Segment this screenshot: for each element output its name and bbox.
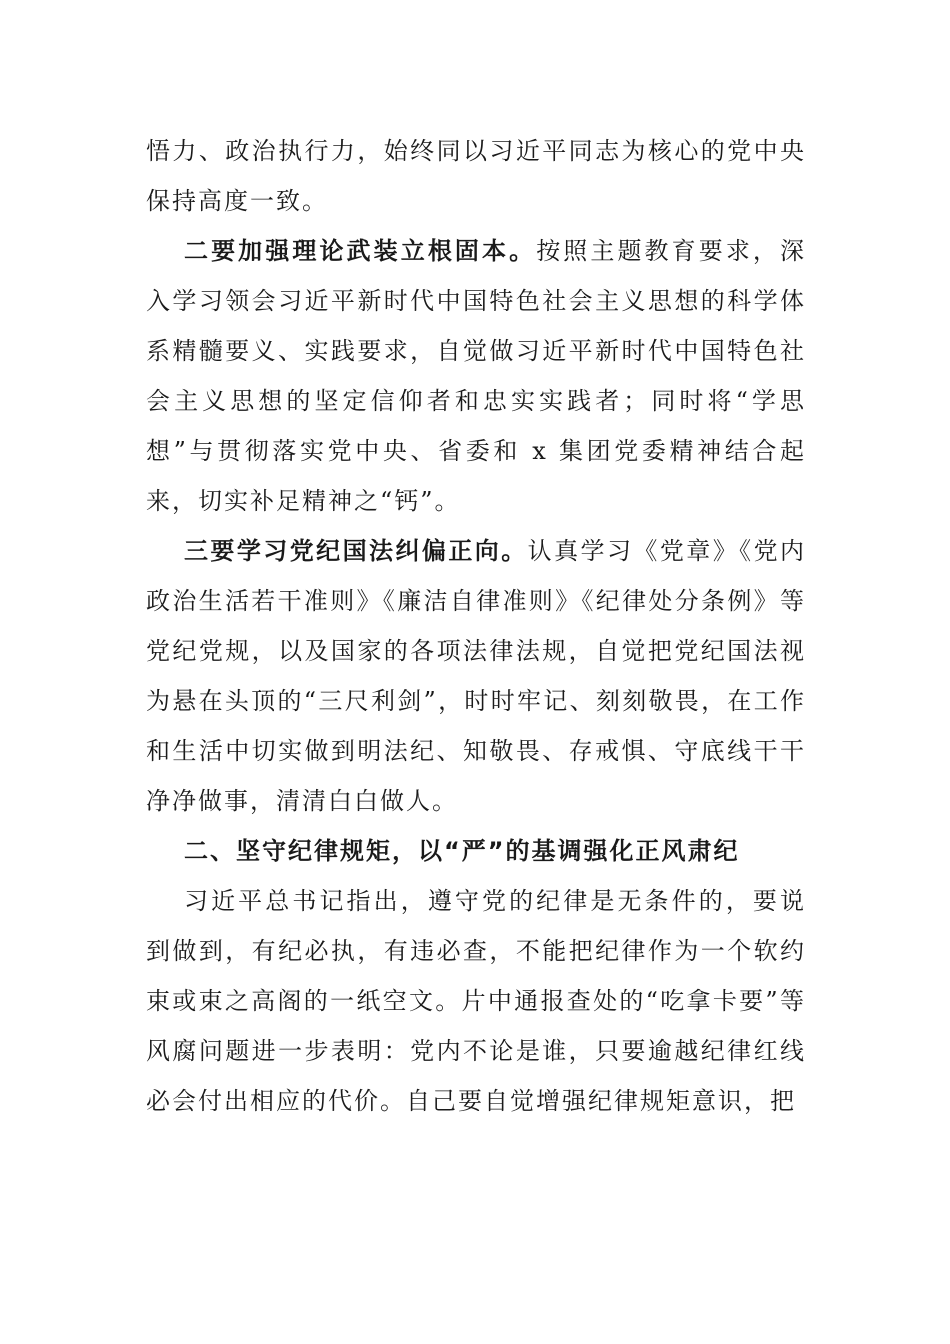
section-heading: 二、坚守纪律规矩，以“严”的基调强化正风肃纪	[184, 837, 740, 865]
paragraph-discipline-rules: 习近平总书记指出，遵守党的纪律是无条件的，要说到做到，有纪必执，有违必查，不能把纪律作为一个软约束或束之高阁的一纸空文。片中通报查处的“吃拿卡要”等风腐问题进一步表明：党内不论是谁，只要逾越纪律红线必会付出相应的代价。自己要自觉增强纪律规矩意识，把	[146, 887, 806, 1115]
document-body	[146, 126, 806, 1126]
paragraph-lead: 二要加强理论武装立根固本。	[184, 237, 537, 265]
paragraph-continuation	[146, 126, 806, 226]
paragraph-lead: 三要学习党纪国法纠偏正向。	[184, 537, 528, 565]
paragraph-text: 认真学习《党章》《党内政治生活若干准则》《廉洁自律准则》《纪律处分条例》等党纪党规，以及国家的各项法律法规，自觉把党纪国法视为悬在头顶的“三尺利剑”，时时牢记、刻刻敬畏，在工作和生活中切实做到明法纪、知敬畏、存戒惧、守底线干干净净做事，清清白白做人。	[146, 537, 807, 815]
paragraph-theory-arming	[146, 226, 806, 526]
paragraph-text: 悟力、政治执行力，始终同以习近平同志为核心的党中央保持高度一致。	[146, 137, 806, 215]
paragraph-text: 按照主题教育要求，深入学习领会习近平新时代中国特色社会主义思想的科学体系精髓要义、实践要求，自觉做习近平新时代中国特色社会主义思想的坚定信仰者和忠实实践者；同时将“学思想”与贯彻落实党中央、省委和 x 集团党委精神结合起来，切实补足精神之“钙”。	[146, 237, 807, 515]
paragraph-party-discipline	[146, 526, 806, 826]
